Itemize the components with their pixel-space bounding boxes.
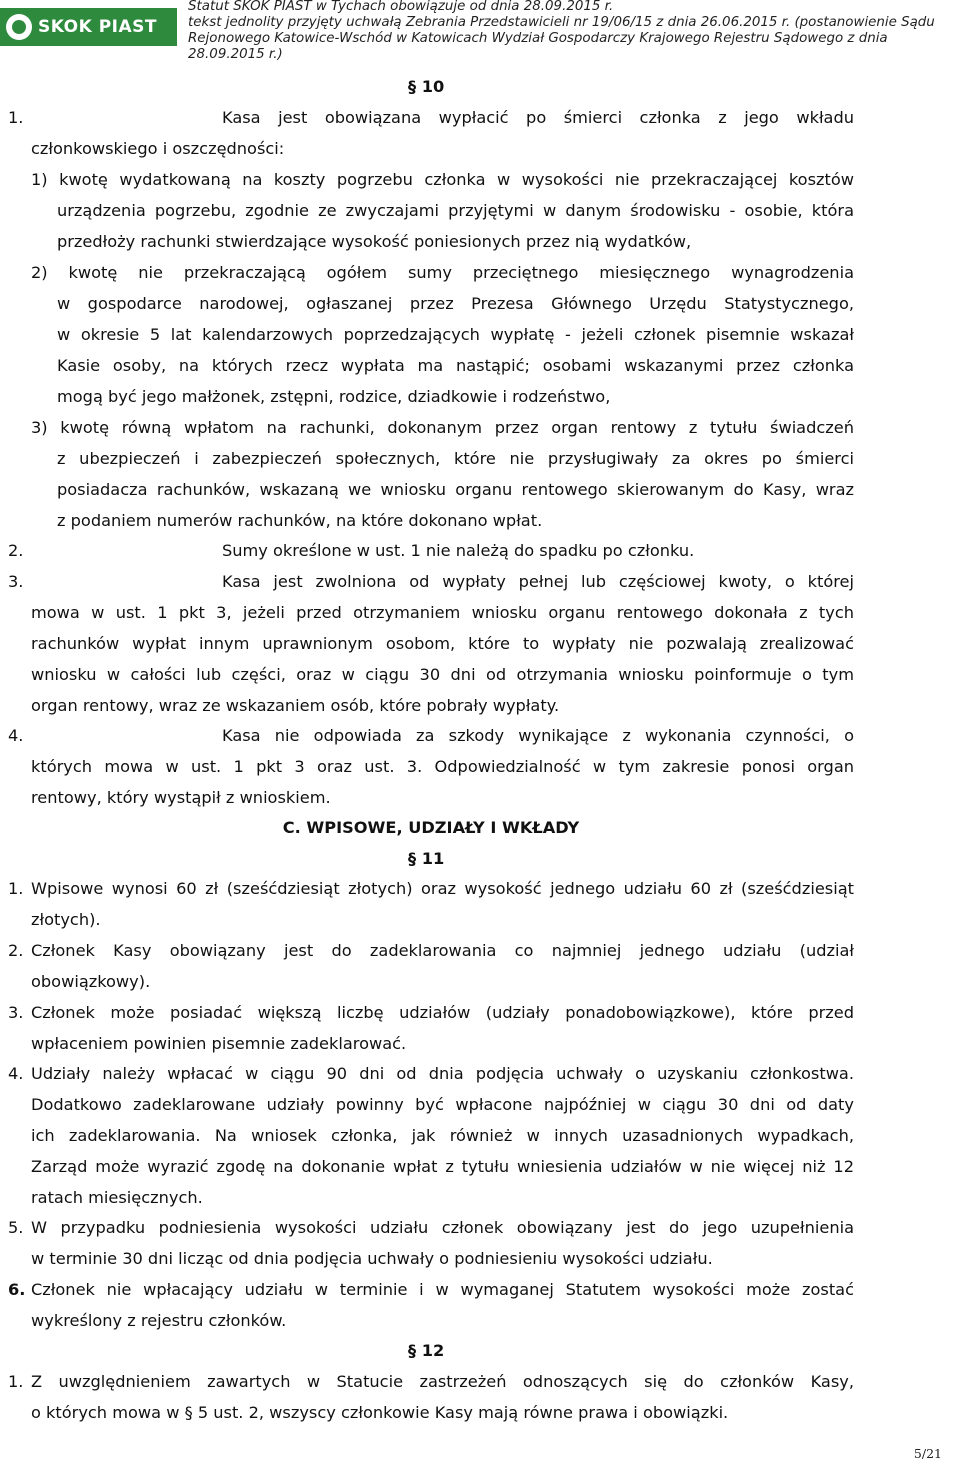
page-header [0,0,960,64]
paragraph-text: Kasa jest zwolniona od wypłaty pełnej lub częściowej kwoty, o której [222,572,854,591]
list-item-text: w okresie 5 lat kalendarzowych poprzedzających wypłatę - jeżeli członek pisemnie wskazał [57,325,854,344]
paragraph-number: 4. [8,726,24,745]
paragraph-number: 2. [8,941,24,960]
paragraph-text: złotych). [31,910,101,929]
paragraph-text: Członek może posiadać większą liczbę udziałów (udziały ponadobowiązkowe), które przed [31,1003,854,1022]
list-item-text: z ubezpieczeń i zabezpieczeń społecznych, które nie przysługiwały za okres po śmierci [57,449,854,468]
list-item-text: Kasie osoby, na których rzecz wypłata ma nastąpić; osobami wskazanymi przez członka [57,356,854,375]
paragraph-text: w terminie 30 dni licząc od dnia podjęcia uchwały o podniesieniu wysokości udziału. [31,1249,713,1268]
paragraph-number: 2. [8,541,24,560]
paragraph-number: 1. [8,1372,24,1391]
paragraph-text: Członek nie wpłacający udziału w terminie i w wymaganej Statutem wysokości może zostać [31,1280,854,1299]
paragraph-text: organ rentowy, wraz ze wskazaniem osób, które pobrały wypłaty. [31,696,560,715]
section-title: § 11 [408,849,445,868]
list-item-text: urządzenia pogrzebu, zgodnie ze zwyczajami przyjętymi w danym środowisku - osobie, która [57,201,854,220]
paragraph-number: 1. [8,879,24,898]
skok-logo-icon [6,14,32,40]
header-line: 28.09.2015 r.) [188,47,283,62]
paragraph-text: rachunków wypłat innym uprawnionym osobom, które to wypłaty nie pozwalają zrealizować [31,634,854,653]
paragraph-text: W przypadku podniesienia wysokości udziału członek obowiązany jest do jego uzupełnienia [31,1218,854,1237]
list-item-text: przedłoży rachunki stwierdzające wysokość poniesionych przez nią wydatków, [57,232,692,251]
paragraph-text: wykreślony z rejestru członków. [31,1311,287,1330]
list-item-text: 3) kwotę równą wpłatom na rachunki, dokonanym przez organ rentowy z tytułu świadczeń [31,418,854,437]
logo-text: SKOK PIAST [38,17,157,37]
paragraph-number: 6. [8,1280,26,1299]
list-item-text: 2) kwotę nie przekraczającą ogółem sumy przeciętnego miesięcznego wynagrodzenia [31,263,854,282]
paragraph-text: obowiązkowy). [31,972,151,991]
paragraph-text: Udziały należy wpłacać w ciągu 90 dni od dnia podjęcia uchwały o uzyskaniu członkostwa. [31,1064,854,1083]
list-item-text: z podaniem numerów rachunków, na które dokonano wpłat. [57,511,543,530]
paragraph-text: wniosku w całości lub części, oraz w ciągu 30 dni od otrzymania wniosku poinformuje o tym [31,665,854,684]
section-heading: C. WPISOWE, UDZIAŁY I WKŁADY [282,818,580,837]
paragraph-text: Dodatkowo zadeklarowane udziały powinny być wpłacone najpóźniej w ciągu 30 dni od daty [31,1095,854,1114]
paragraph-number: 5. [8,1218,24,1237]
paragraph-text: mowa w ust. 1 pkt 3, jeżeli przed otrzymaniem wniosku organu rentowego dokonała z tych [31,603,854,622]
paragraph-text: Kasa nie odpowiada za szkody wynikające z wykonania czynności, o [222,726,854,745]
list-item-text: posiadacza rachunków, wskazaną we wniosku organu rentowego skierowanym do Kasy, wraz [57,480,854,499]
paragraph-text: rentowy, który wystąpił z wnioskiem. [31,788,331,807]
list-item-text: 1) kwotę wydatkowaną na koszty pogrzebu członka w wysokości nie przekraczającej kosztów [31,170,854,189]
list-item-text: mogą być jego małżonek, zstępni, rodzice, dziadkowie i rodzeństwo, [57,387,611,406]
section-title: § 12 [408,1341,445,1360]
paragraph-text: których mowa w ust. 1 pkt 3 oraz ust. 3. Odpowiedzialność w tym zakresie ponosi organ [31,757,854,776]
header-line: Rejonowego Katowice-Wschód w Katowicach Wydział Gospodarczy Krajowego Rejestru Sądowego z dnia [188,31,888,46]
paragraph-text: Wpisowe wynosi 60 zł (sześćdziesiąt złotych) oraz wysokość jednego udziału 60 zł (sześćdziesiąt [31,879,854,898]
paragraph-number: 3. [8,1003,24,1022]
page-number: 5/21 [913,1446,942,1461]
paragraph-number: 3. [8,572,24,591]
paragraph-text: wpłaceniem powinien pisemnie zadeklarować. [31,1034,407,1053]
paragraph-text: członkowskiego i oszczędności: [31,139,285,158]
logo [0,8,177,46]
paragraph-text: Kasa jest obowiązana wypłacić po śmierci członka z jego wkładu [222,108,854,127]
paragraph-number: 4. [8,1064,24,1083]
paragraph-text: Sumy określone w ust. 1 nie należą do spadku po członku. [222,541,695,560]
list-item-text: w gospodarce narodowej, ogłaszanej przez Prezesa Głównego Urzędu Statystycznego, [57,294,854,313]
paragraph-text: o których mowa w § 5 ust. 2, wszyscy członkowie Kasy mają równe prawa i obowiązki. [31,1403,729,1422]
paragraph-text: ich zadeklarowania. Na wniosek członka, jak również w innych uzasadnionych wypadkach, [31,1126,854,1145]
paragraph-text: Zarząd może wyrazić zgodę na dokonanie wpłat z tytułu wniesienia udziałów w nie więcej niż 12 [31,1157,854,1176]
paragraph-text: ratach miesięcznych. [31,1188,203,1207]
header-line: Statut SKOK PIAST w Tychach obowiązuje od dnia 28.09.2015 r. [188,0,614,14]
paragraph-number: 1. [8,108,24,127]
paragraph-text: Członek Kasy obowiązany jest do zadeklarowania co najmniej jednego udziału (udział [31,941,854,960]
header-line: tekst jednolity przyjęty uchwałą Zebrania Przedstawicieli nr 19/06/15 z dnia 26.06.2015 r. (postanowienie Sądu [188,15,935,30]
section-title: § 10 [408,77,445,96]
paragraph-text: Z uwzględnieniem zawartych w Statucie zastrzeżeń odnoszących się do członków Kasy, [31,1372,854,1391]
